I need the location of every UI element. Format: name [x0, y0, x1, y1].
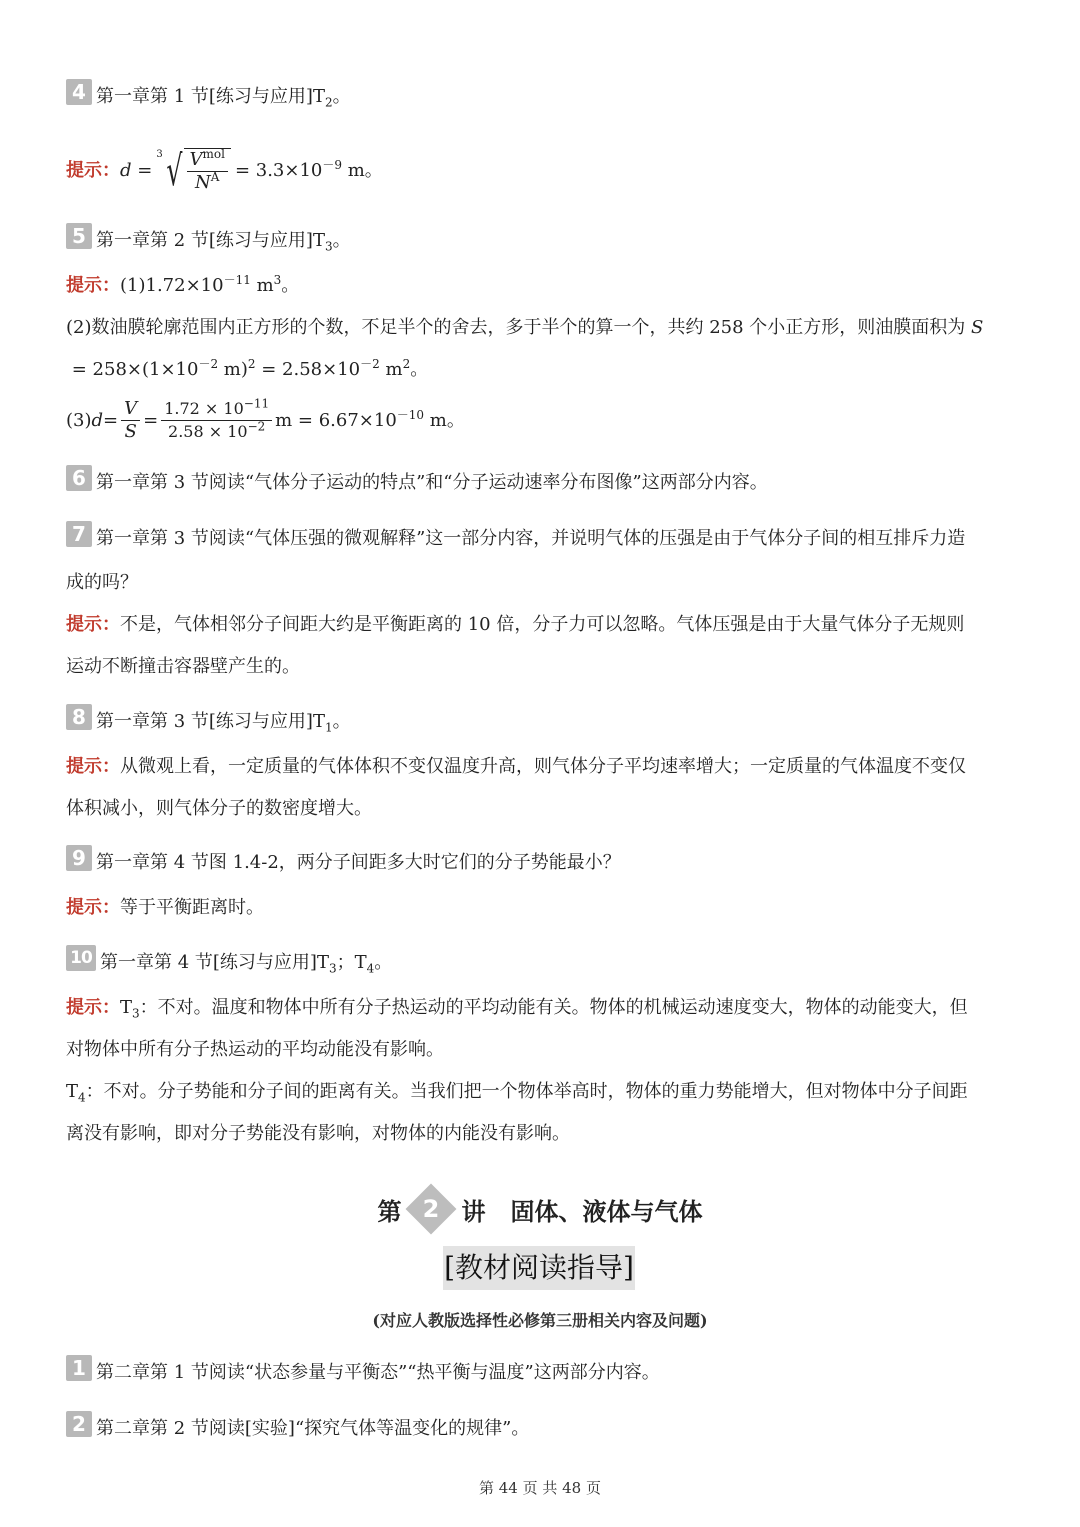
question-text: 第一章第 3 节阅读“气体压强的微观解释”这一部分内容，并说明气体的压强是由于气体分子间的相互排斥力造	[96, 528, 966, 549]
lecture-title	[0, 1192, 1080, 1231]
question-text: 第二章第 1 节阅读“状态参量与平衡态”“热平衡与温度”这两部分内容。	[96, 1362, 660, 1383]
guide-title: [教材阅读指导]	[443, 1246, 635, 1290]
h5-b1: (2)数油膜轮廓范围内正方形的个数，不足半个的舍去，多于半个的算一个，共约 258 个小正方形，则油膜面积为	[66, 317, 972, 338]
hint-7a	[66, 613, 964, 637]
page-footer: 第 44 页 共 48 页	[478, 1479, 601, 1497]
question-7	[66, 522, 966, 552]
hint-8b: 体积减小，则气体分子的数密度增大。	[66, 798, 372, 819]
question-number-badge: 1	[66, 1355, 92, 1381]
hint-4	[66, 148, 383, 194]
h7-a: 不是，气体相邻分子间距大约是平衡距离的 10 倍，分子力可以忽略。气体压强是由于大量气体分子无规则	[120, 614, 965, 635]
hint-label: 提示：	[66, 997, 120, 1018]
root-index: 3	[156, 149, 163, 160]
lecture-pre: 第	[377, 1198, 402, 1226]
question-text: 第一章第 4 节图 1.4-2，两分子间距多大时它们的分子势能最小？	[96, 852, 621, 873]
question-number-badge: 2	[66, 1411, 92, 1437]
hint-label: 提示：	[66, 160, 120, 181]
t4-sub: 4	[78, 1090, 86, 1105]
hint-7b: 运动不断撞击容器壁产生的。	[66, 656, 300, 677]
hint-9	[66, 896, 264, 920]
lecture-number-badge: 2	[406, 1184, 457, 1235]
fraction-v-s: $\frac{V}{S}$	[121, 398, 140, 443]
question-4	[66, 80, 351, 110]
hint-5b2	[66, 358, 428, 382]
na-sub: A	[210, 170, 220, 184]
fraction-values: $\frac{1.72 \times 10^{-11}}{2.58 \times 10^{-2}}$	[161, 398, 272, 443]
question-text: 第一章第 3 节阅读“气体分子运动的特点”和“分子运动速率分布图像”这两部分内容。	[96, 472, 768, 493]
lecture-name: 固体、液体与气体	[510, 1198, 703, 1226]
chapter2-item-1	[66, 1356, 660, 1386]
h5-b2: = 258×(1×10	[71, 359, 199, 380]
h8-a: 从微观上看，一定质量的气体体积不变仅温度升高，则气体分子平均速率增大；一定质量的气体温度不变仅	[120, 756, 966, 777]
exp: －11	[223, 273, 251, 287]
hint-label: 提示：	[66, 756, 120, 777]
question-9	[66, 846, 621, 876]
question-number-badge: 10	[66, 945, 96, 971]
mid: m)	[218, 359, 248, 380]
mid2: = 2.58×10	[255, 359, 361, 380]
question-10	[66, 950, 392, 976]
question-text: 第一章第 1 节[练习与应用]$T_2$。	[96, 86, 351, 110]
h9: 等于平衡距离时。	[120, 897, 264, 918]
question-number-badge: 7	[66, 521, 92, 547]
sup: 2	[247, 357, 256, 371]
equals: =	[143, 409, 159, 431]
hint-5a	[66, 274, 299, 298]
question-number-badge: 8	[66, 704, 92, 730]
na: N	[195, 172, 211, 193]
question-number-badge: 9	[66, 845, 92, 871]
end: 。	[281, 275, 300, 296]
var-s: S	[971, 317, 984, 338]
unit: m	[379, 359, 403, 380]
question-8	[66, 705, 351, 735]
hint-5b	[66, 316, 983, 340]
var-d: d	[120, 160, 132, 181]
result-5c: $m = 6.67\times 10^{-10}$ m。	[275, 407, 465, 431]
t3-text: ：不对。温度和物体中所有分子热运动的平均动能有关。物体的机械运动速度变大，物体的动能变大，但	[139, 997, 968, 1018]
hint-5c	[66, 398, 465, 443]
t3: T	[120, 997, 133, 1018]
exp2: －2	[360, 357, 380, 371]
vmol-sub: mol	[202, 147, 225, 161]
cube-root: 3 √ $\frac{V^{mol}}{N^A}$	[156, 148, 231, 194]
hint-label: 提示：	[66, 614, 120, 635]
question-5	[66, 224, 351, 254]
sup: 3	[273, 273, 282, 287]
question-text: 第一章第 2 节[练习与应用]$T_3$。	[96, 230, 351, 254]
question-7-cont: 成的吗？	[66, 572, 138, 593]
question-number-badge: 4	[66, 79, 92, 105]
end: 。	[410, 359, 429, 380]
t3-sub: 3	[132, 1006, 140, 1021]
hint-8a	[66, 755, 966, 779]
t4: T	[66, 1081, 79, 1102]
h5-a: (1)1.72×10	[120, 275, 224, 296]
guide-note: (对应人教版选择性必修第三册相关内容及问题)	[372, 1311, 708, 1330]
c-pre: (3)	[66, 409, 92, 431]
vmol: V	[189, 149, 203, 170]
chapter2-item-2	[66, 1412, 530, 1442]
lecture-post: 讲	[461, 1198, 486, 1226]
hint-10a	[66, 996, 968, 1020]
unit: m	[250, 275, 274, 296]
hint-label: 提示：	[66, 897, 120, 918]
question-number-badge: 5	[66, 223, 92, 249]
hint-10b	[66, 1080, 968, 1104]
t4-text: ：不对。分子势能和分子间的距离有关。当我们把一个物体举高时，物体的重力势能增大，但对物体中分子间距	[85, 1081, 968, 1102]
var-d: d	[91, 409, 104, 431]
sup2: 2	[402, 357, 411, 371]
question-text: 第一章第 4 节[练习与应用]$T_3$；$T_4$。	[100, 952, 393, 976]
hint-10a2: 对物体中所有分子热运动的平均动能没有影响。	[66, 1039, 444, 1060]
exp: －2	[198, 357, 219, 371]
question-text: 第二章第 2 节阅读[实验]“探究气体等温变化的规律”。	[96, 1418, 530, 1439]
hint-label: 提示：	[66, 275, 120, 296]
equals: =	[103, 409, 119, 431]
question-6	[66, 466, 768, 496]
question-text: 第一章第 3 节[练习与应用]$T_1$。	[96, 711, 351, 735]
question-number-badge: 6	[66, 465, 92, 491]
hint-10b2: 离没有影响，即对分子势能没有影响，对物体的内能没有影响。	[66, 1123, 570, 1144]
result-4: = $3.3\times 10^{-9}$ m。	[234, 158, 383, 181]
equals: =	[137, 160, 153, 181]
